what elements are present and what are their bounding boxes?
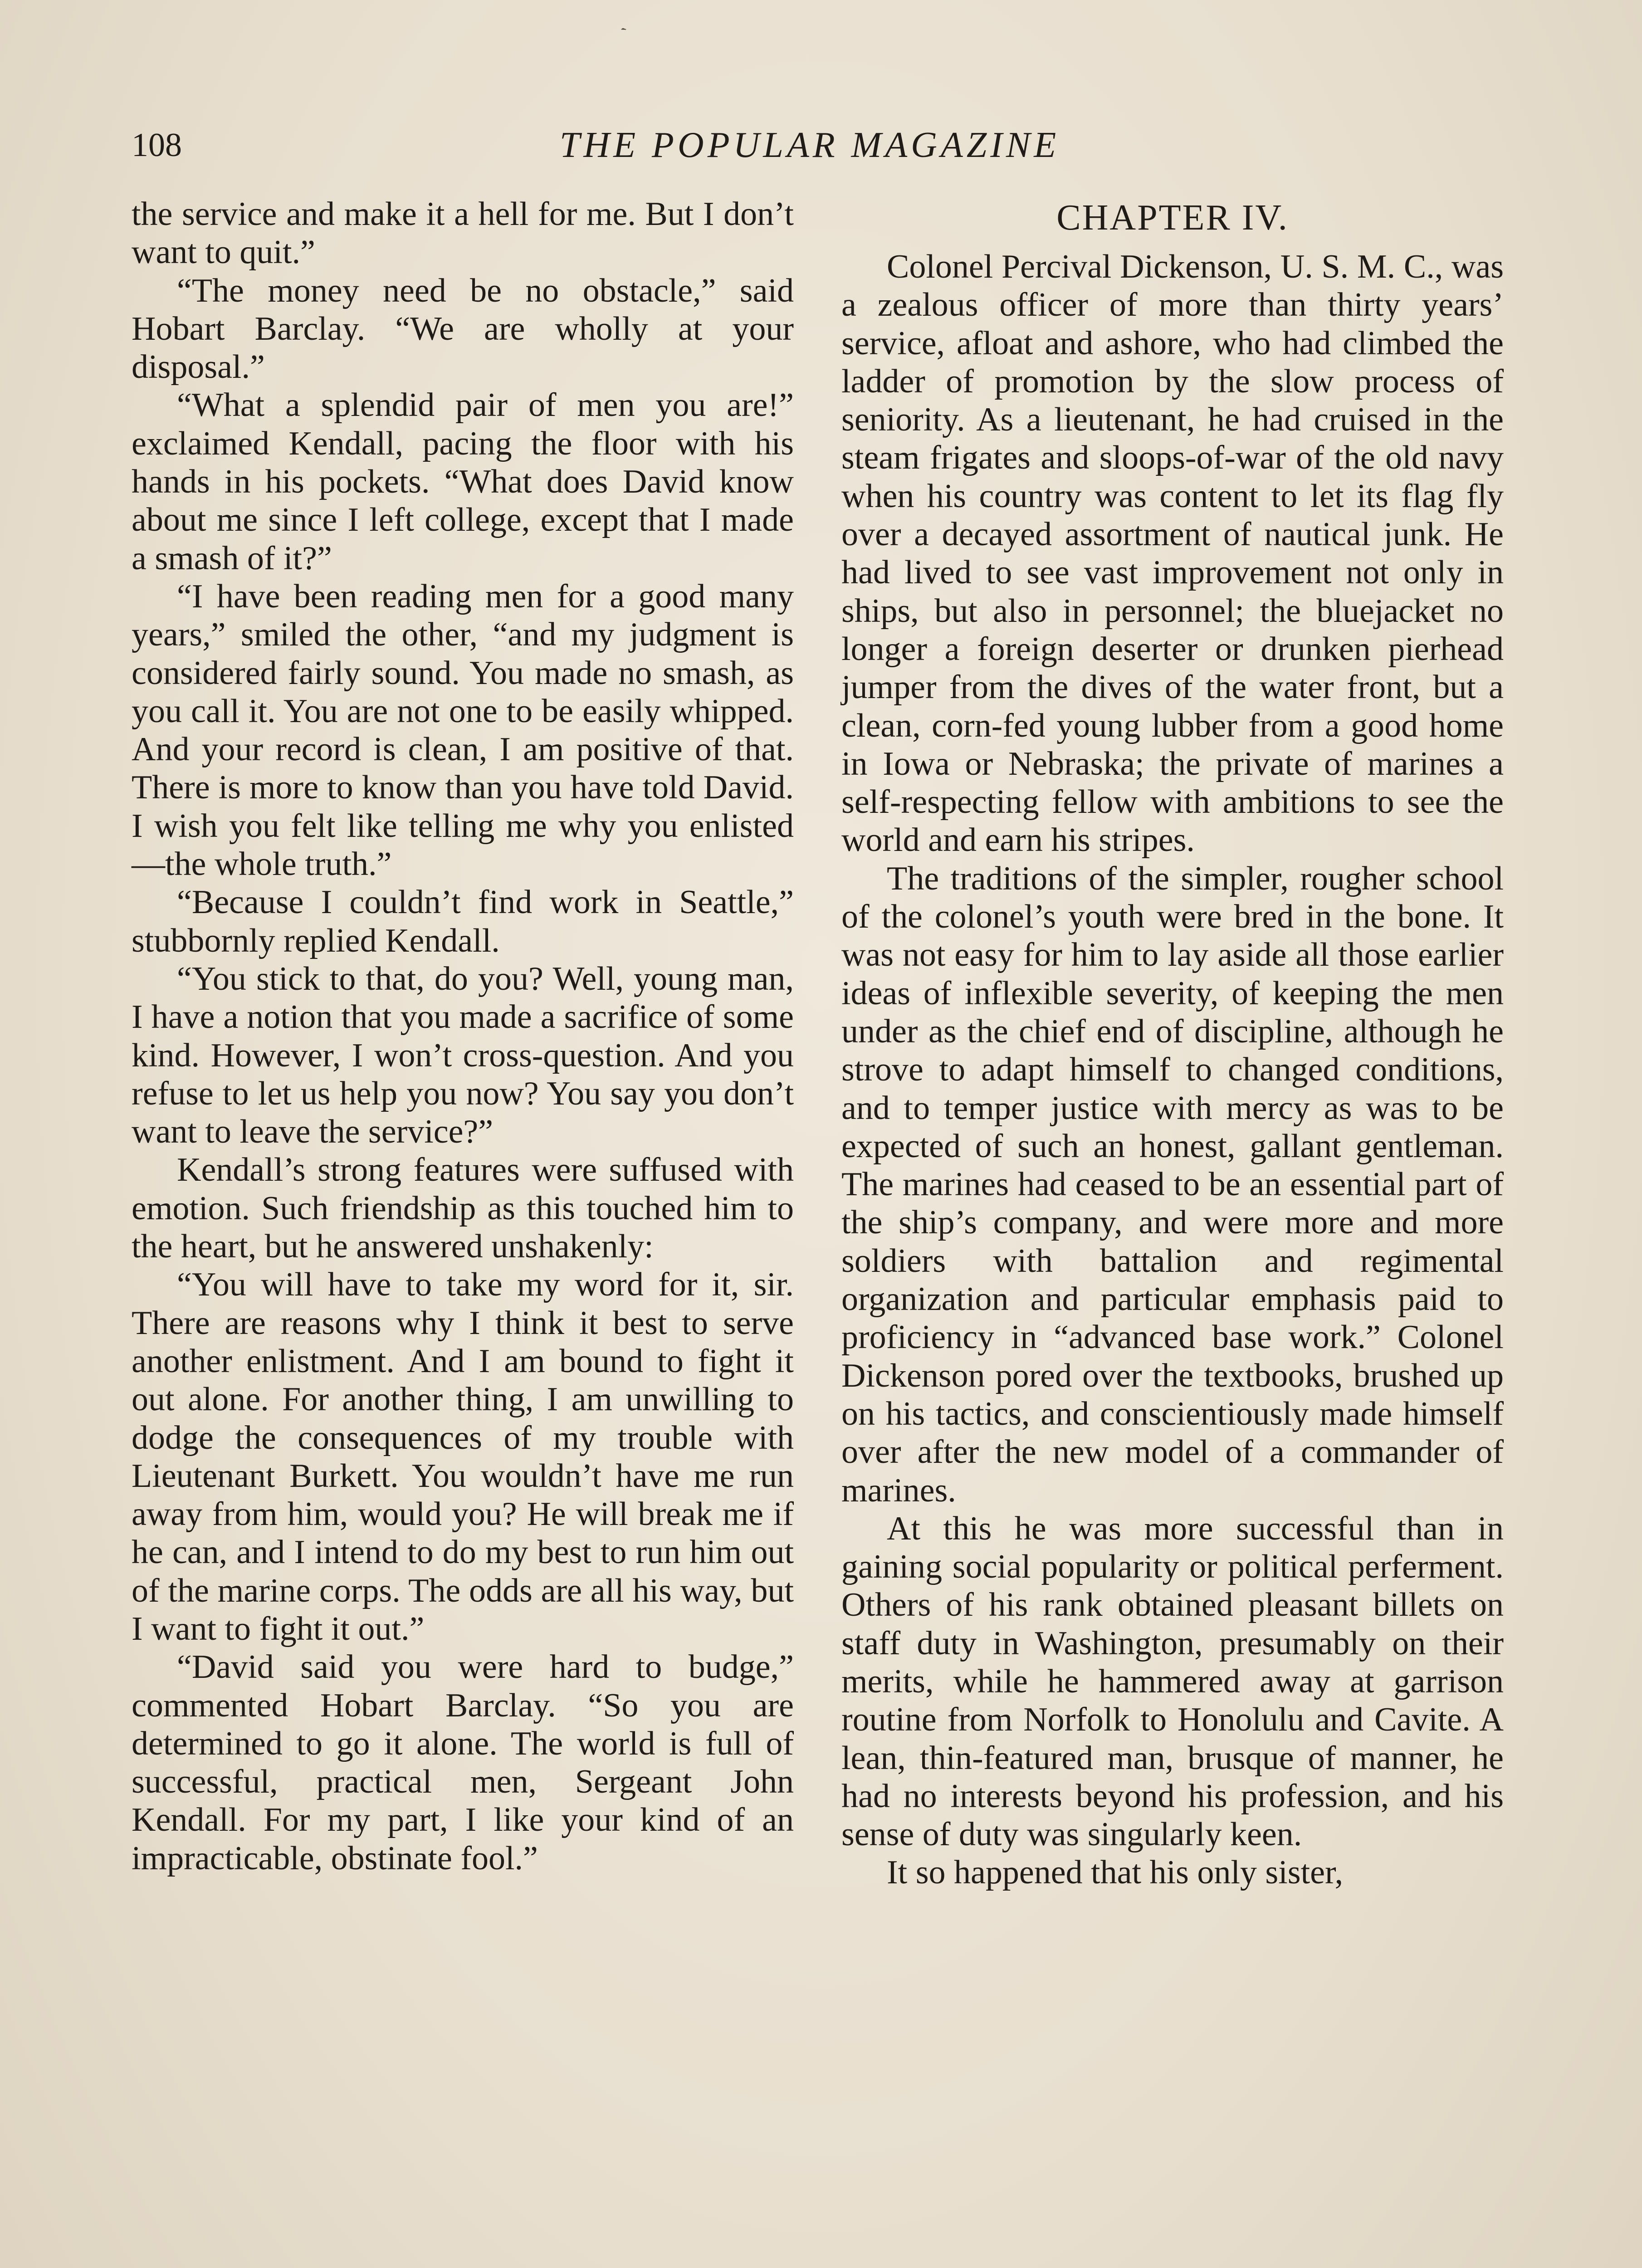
paragraph: “I have been reading men for a good many years,” smiled the other, “and my judgment is considered fairly sound. You made no smash, as you call it. You are not one to be easily whipped. And your record is clean, I am positive of that. There is more to know than you have told David. I wish you felt like telling me why you enlisted—the whole truth.” xyxy=(132,577,794,883)
paragraph: “You will have to take my word for it, sir. There are reasons why I think it best to serve another enlistment. And I am bound to fight it out alone. For another thing, I am unwilling to dodge the consequences of my trouble with Lieutenant Burkett. You wouldn’t have me run away from him, would you? He will break me if he can, and I intend to do my best to run him out of the marine corps. The odds are all his way, but I want to fight it out.” xyxy=(132,1266,794,1647)
paragraph: Kendall’s strong features were suffused with emotion. Such friendship as this touched him to the heart, but he answered unshakenly: xyxy=(132,1151,794,1266)
running-head: THE POPULAR MAGAZINE xyxy=(559,125,1060,165)
paragraph: The traditions of the simpler, rougher school of the colonel’s youth were bred in the bone. It was not easy for him to lay aside all those earlier ideas of inflexible severity, of keeping the men under as the chief end of discipline, although he strove to adapt himself to changed conditions, and to temper justice with mercy as was to be expected of such an honest, gallant gentleman. The marines had ceased to be an essential part of the ship’s company, and were more and more soldiers with battalion and regimental organization and particular emphasis paid to proficiency in “advanced base work.” Colonel Dickenson pored over the textbooks, brushed up on his tactics, and conscientiously made himself over after the new model of a commander of marines. xyxy=(841,860,1504,1509)
paragraph: Colonel Percival Dickenson, U. S. M. C., was a zealous officer of more than thirty years’ service, afloat and ashore, who had climbed the ladder of promotion by the slow process of seniority. As a lieutenant, he had cruised in the steam frigates and sloops-of-war of the old navy when his country was content to let its flag fly over a decayed assortment of nautical junk. He had lived to see vast improvement not only in ships, but also in personnel; the bluejacket no longer a foreign deserter or drunken pierhead jumper from the dives of the water front, but a clean, corn-fed young lubber from a good home in Iowa or Nebraska; the private of marines a self-respecting fellow with ambitions to see the world and earn his stripes. xyxy=(841,248,1504,859)
paragraph: “You stick to that, do you? Well, young man, I have a notion that you made a sacrifice of some kind. However, I won’t cross-question. And you refuse to let us help you now? You say you don’t want to leave the service?” xyxy=(132,960,794,1151)
paragraph: the service and make it a hell for me. But I don’t want to quit.” xyxy=(132,196,794,271)
paragraph: “What a splendid pair of men you are!” exclaimed Kendall, pacing the floor with his hands in his pockets. “What does David know about me since I left college, except that I made a smash of it?” xyxy=(132,386,794,577)
paragraph: It so happened that his only sister, xyxy=(887,1854,1344,1892)
chapter-heading: CHAPTER IV. xyxy=(1056,198,1289,238)
left-column xyxy=(132,195,794,1877)
paragraph: At this he was more successful than in gaining social popularity or political perferment. Others of his rank obtained pleasant billets on staff duty in Washington, presumably on their merits, while he hammered away at garrison routine from Norfolk to Honolulu and Cavite. A lean, thin-featured man, brusque of manner, he had no interests beyond his profession, and his sense of duty was singularly keen. xyxy=(841,1510,1504,1853)
page-header xyxy=(132,122,1488,177)
paragraph: “The money need be no obstacle,” said Hobart Barclay. “We are wholly at your disposal.” xyxy=(132,272,794,386)
page-number: 108 xyxy=(132,127,182,164)
right-column xyxy=(841,195,1504,1892)
paragraph: “Because I couldn’t find work in Seattle,” stubbornly replied Kendall. xyxy=(132,884,794,959)
stray-mark: ˎ xyxy=(608,10,628,33)
paragraph: “David said you were hard to budge,” commented Hobart Barclay. “So you are determined to go it alone. The world is full of successful, practical men, Sergeant John Kendall. For my part, I like your kind of an impracticable, obstinate fool.” xyxy=(132,1648,794,1877)
